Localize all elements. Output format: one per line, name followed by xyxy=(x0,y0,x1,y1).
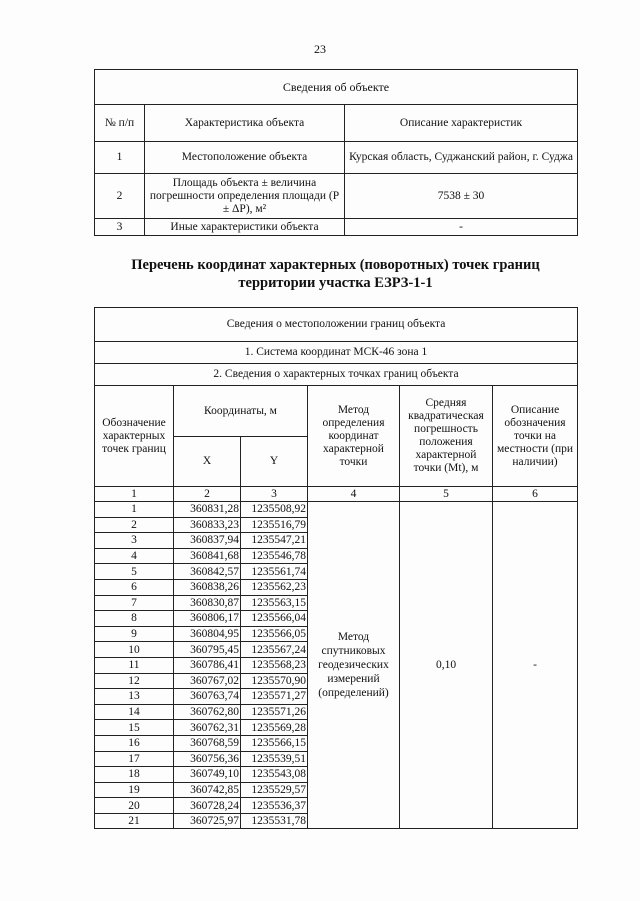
col-number: 2 xyxy=(174,487,241,502)
point-number: 2 xyxy=(95,517,174,533)
point-y: 1235539,51 xyxy=(241,751,308,767)
col-desc-header: Описание характеристик xyxy=(345,105,578,142)
point-x: 360830,87 xyxy=(174,595,241,611)
col-coords-header: Координаты, м xyxy=(174,386,308,437)
point-number: 4 xyxy=(95,548,174,564)
point-x: 360728,24 xyxy=(174,798,241,814)
col-designation-header: Обозначение характерных точек границ xyxy=(95,386,174,487)
description-value: - xyxy=(493,502,578,829)
point-number: 15 xyxy=(95,720,174,736)
point-x: 360763,74 xyxy=(174,689,241,705)
point-y: 1235516,79 xyxy=(241,517,308,533)
point-y: 1235570,90 xyxy=(241,673,308,689)
row-desc: 7538 ± 30 xyxy=(345,174,578,219)
row-char: Иные характеристики объекта xyxy=(145,219,345,236)
coord-system: 1. Система координат МСК-46 зона 1 xyxy=(95,342,578,364)
point-number: 3 xyxy=(95,533,174,549)
col-char-header: Характеристика объекта xyxy=(145,105,345,142)
point-y: 1235568,23 xyxy=(241,657,308,673)
error-value: 0,10 xyxy=(400,502,493,829)
point-y: 1235566,15 xyxy=(241,735,308,751)
point-y: 1235566,05 xyxy=(241,626,308,642)
point-y: 1235561,74 xyxy=(241,564,308,580)
point-x: 360804,95 xyxy=(174,626,241,642)
point-y: 1235571,26 xyxy=(241,704,308,720)
col-method-header: Метод определения координат характерной точки xyxy=(308,386,400,487)
point-x: 360795,45 xyxy=(174,642,241,658)
coords-title: Перечень координат характерных (поворотных) точек границ территории участка ЕЗРЗ-1-1 xyxy=(131,257,540,291)
object-info-table xyxy=(94,69,578,236)
col-number: 6 xyxy=(493,487,578,502)
col-num-header: № п/п xyxy=(95,105,145,142)
point-y: 1235536,37 xyxy=(241,798,308,814)
point-y: 1235508,92 xyxy=(241,502,308,518)
point-x: 360762,80 xyxy=(174,704,241,720)
point-number: 1 xyxy=(95,502,174,518)
point-x: 360833,23 xyxy=(174,517,241,533)
point-number: 17 xyxy=(95,751,174,767)
row-num: 3 xyxy=(95,219,145,236)
col-number: 1 xyxy=(95,487,174,502)
point-number: 12 xyxy=(95,673,174,689)
row-char: Площадь объекта ± величина погрешности определения площади (P ± ΔP), м² xyxy=(145,174,345,219)
point-y: 1235529,57 xyxy=(241,782,308,798)
method-value: Метод спутниковых геодезических измерений (определений) xyxy=(308,502,400,829)
point-x: 360831,28 xyxy=(174,502,241,518)
table-row xyxy=(95,502,578,518)
row-char: Местоположение объекта xyxy=(145,142,345,174)
point-number: 16 xyxy=(95,735,174,751)
point-y: 1235569,28 xyxy=(241,720,308,736)
point-x: 360767,02 xyxy=(174,673,241,689)
point-y: 1235563,15 xyxy=(241,595,308,611)
point-x: 360837,94 xyxy=(174,533,241,549)
table-row xyxy=(95,174,578,219)
point-x: 360742,85 xyxy=(174,782,241,798)
point-y: 1235571,27 xyxy=(241,689,308,705)
point-x: 360806,17 xyxy=(174,611,241,627)
point-x: 360841,68 xyxy=(174,548,241,564)
point-number: 9 xyxy=(95,626,174,642)
col-y-header: Y xyxy=(241,437,308,487)
point-number: 10 xyxy=(95,642,174,658)
point-x: 360756,36 xyxy=(174,751,241,767)
row-num: 2 xyxy=(95,174,145,219)
point-number: 8 xyxy=(95,611,174,627)
point-number: 20 xyxy=(95,798,174,814)
point-x: 360842,57 xyxy=(174,564,241,580)
col-desc-header: Описание обозначения точки на местности (при наличии) xyxy=(493,386,578,487)
point-x: 360838,26 xyxy=(174,579,241,595)
row-desc: Курская область, Суджанский район, г. Суджа xyxy=(345,142,578,174)
table-row xyxy=(95,219,578,236)
point-y: 1235546,78 xyxy=(241,548,308,564)
point-y: 1235531,78 xyxy=(241,813,308,829)
col-error-header: Средняя квадратическая погрешность положения характерной точки (Mt), м xyxy=(400,386,493,487)
point-number: 5 xyxy=(95,564,174,580)
row-num: 1 xyxy=(95,142,145,174)
point-y: 1235547,21 xyxy=(241,533,308,549)
point-number: 13 xyxy=(95,689,174,705)
point-x: 360725,97 xyxy=(174,813,241,829)
point-x: 360768,59 xyxy=(174,735,241,751)
point-y: 1235562,23 xyxy=(241,579,308,595)
point-x: 360786,41 xyxy=(174,657,241,673)
col-number: 3 xyxy=(241,487,308,502)
object-info-heading: Сведения об объекте xyxy=(95,70,578,105)
page-number: 23 xyxy=(314,42,326,56)
point-number: 21 xyxy=(95,813,174,829)
point-x: 360762,31 xyxy=(174,720,241,736)
row-desc: - xyxy=(345,219,578,236)
point-number: 7 xyxy=(95,595,174,611)
coords-table xyxy=(94,307,578,829)
col-number: 5 xyxy=(400,487,493,502)
point-number: 19 xyxy=(95,782,174,798)
point-y: 1235543,08 xyxy=(241,767,308,783)
coords-heading: Сведения о местоположении границ объекта xyxy=(95,308,578,342)
point-y: 1235566,04 xyxy=(241,611,308,627)
point-y: 1235567,24 xyxy=(241,642,308,658)
point-x: 360749,10 xyxy=(174,767,241,783)
points-heading: 2. Сведения о характерных точках границ объекта xyxy=(95,364,578,386)
col-number: 4 xyxy=(308,487,400,502)
table-row xyxy=(95,142,578,174)
point-number: 11 xyxy=(95,657,174,673)
point-number: 18 xyxy=(95,767,174,783)
point-number: 6 xyxy=(95,579,174,595)
point-number: 14 xyxy=(95,704,174,720)
col-x-header: X xyxy=(174,437,241,487)
